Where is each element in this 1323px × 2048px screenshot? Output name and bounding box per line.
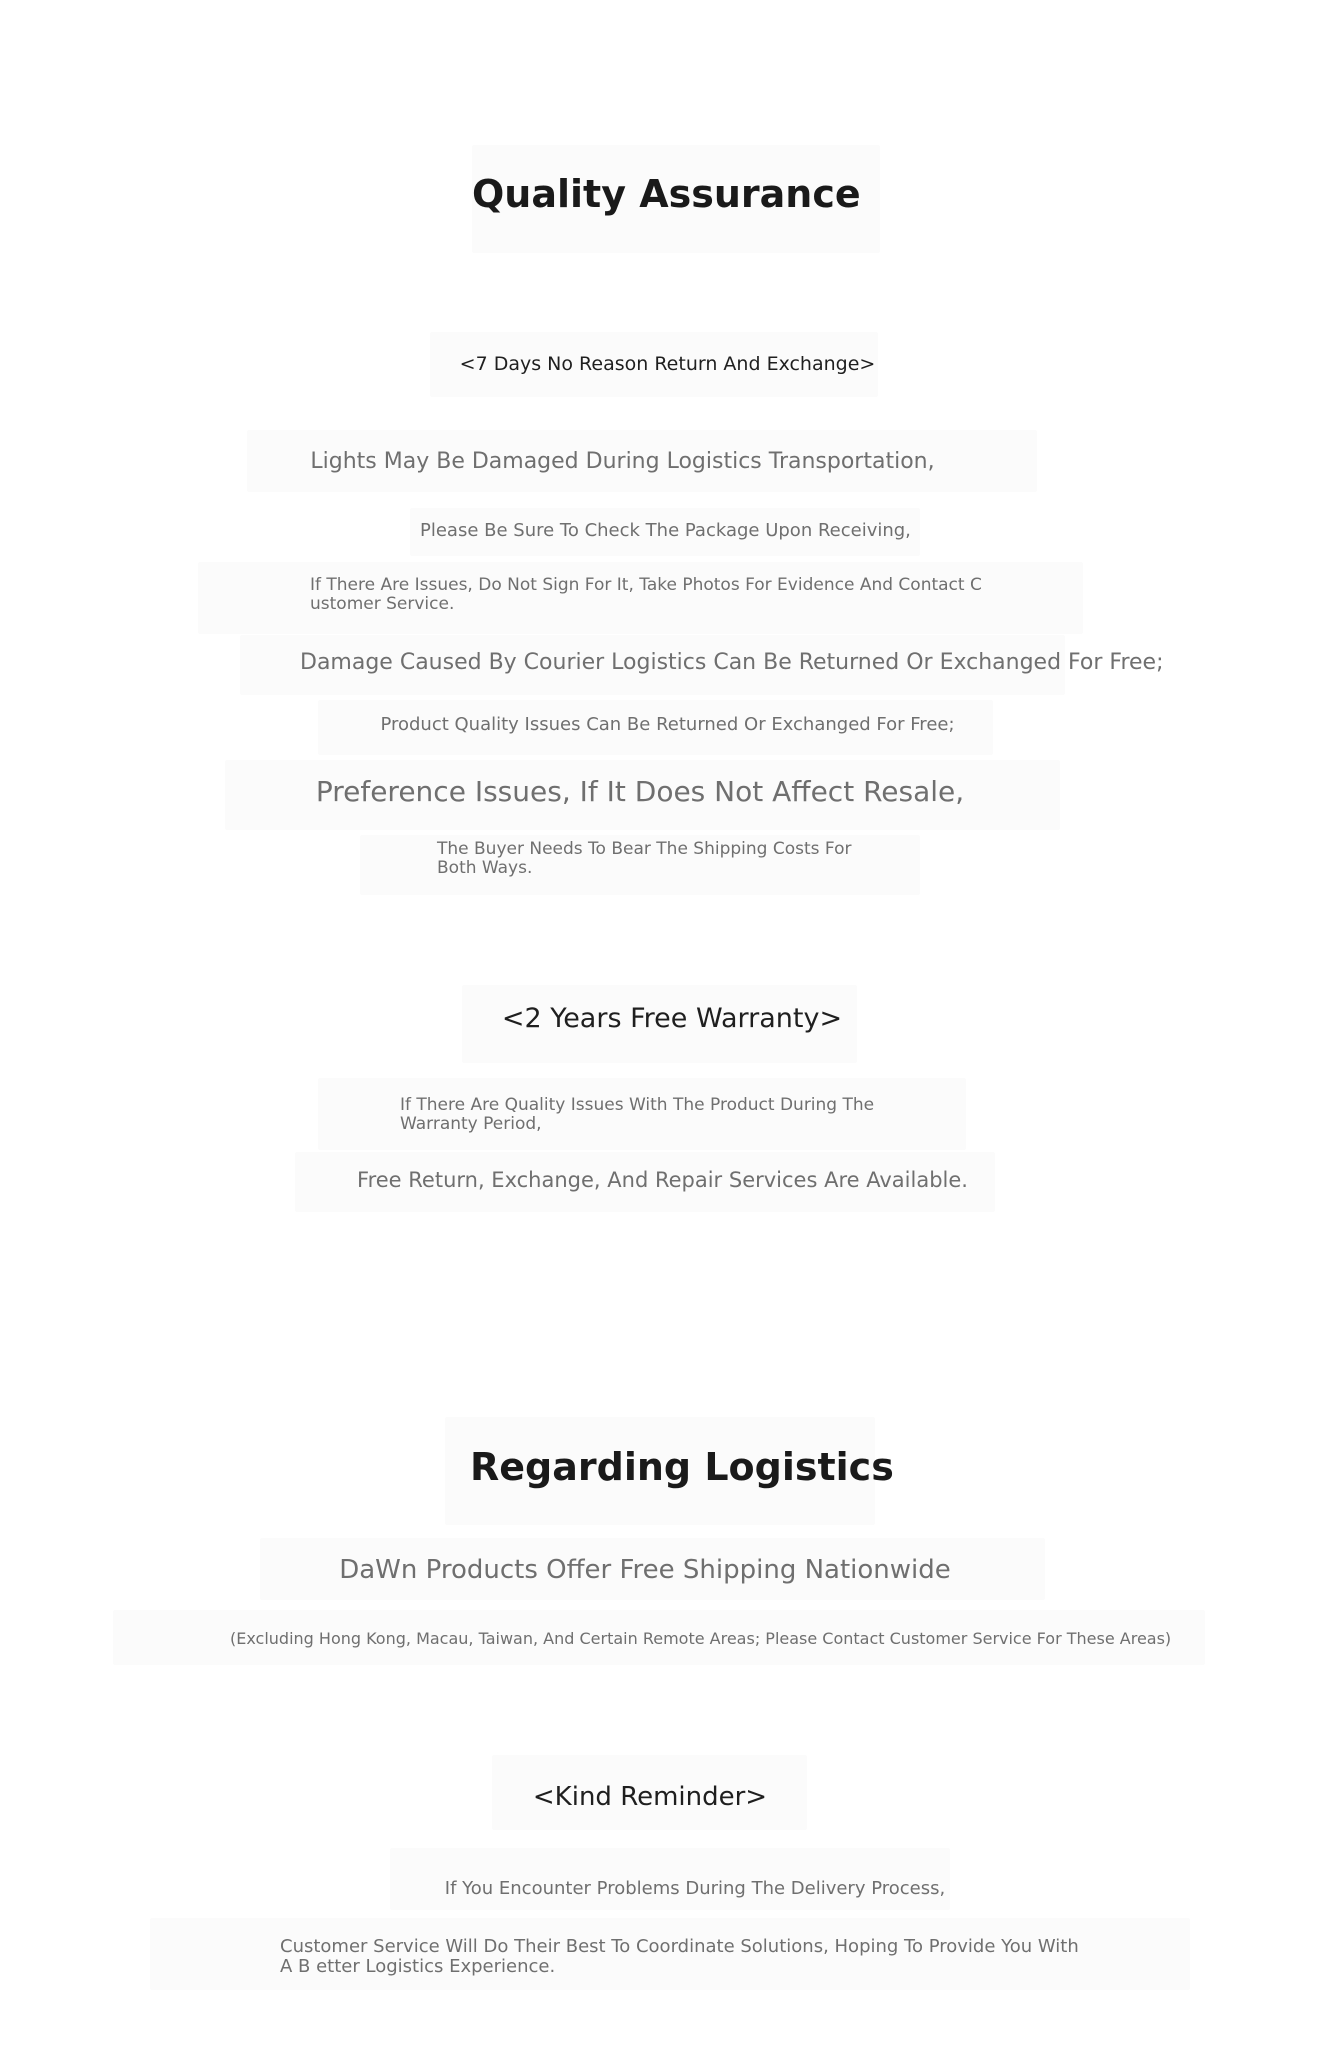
preference-issue-line: Preference Issues, If It Does Not Affect Resale, <box>315 775 965 808</box>
check-package-line: Please Be Sure To Check The Package Upon Receiving, <box>420 520 911 541</box>
coordinate-solutions-line: Customer Service Will Do Their Best To Coordinate Solutions, Hoping To Provide You With A B etter Logistics Experience. <box>280 1936 1079 1977</box>
section-title-logistics: Regarding Logistics <box>470 1445 894 1489</box>
return-policy-heading: <7 Days No Reason Return And Exchange> <box>459 353 876 375</box>
warranty-period-line: If There Are Quality Issues With The Product During The Warranty Period, <box>400 1095 875 1134</box>
quality-issue-line: Product Quality Issues Can Be Returned Or Exchanged For Free; <box>380 714 955 735</box>
excluded-areas-line: (Excluding Hong Kong, Macau, Taiwan, And Certain Remote Areas; Please Contact Customer Service For These Areas) <box>230 1629 1172 1648</box>
delivery-problem-line: If You Encounter Problems During The Delivery Process, <box>444 1878 946 1899</box>
warranty-service-line: Free Return, Exchange, And Repair Services Are Available. <box>357 1168 968 1192</box>
section-title-quality: Quality Assurance <box>472 172 861 216</box>
warranty-heading: <2 Years Free Warranty> <box>501 1003 843 1034</box>
free-shipping-line: DaWn Products Offer Free Shipping Nationwide <box>339 1555 951 1585</box>
courier-damage-line: Damage Caused By Courier Logistics Can Be Returned Or Exchanged For Free; <box>300 650 1164 675</box>
kind-reminder-heading: <Kind Reminder> <box>532 1782 768 1812</box>
contact-service-line: If There Are Issues, Do Not Sign For It, Take Photos For Evidence And Contact C ustomer Service. <box>310 575 982 614</box>
logistics-damage-line: Lights May Be Damaged During Logistics Transportation, <box>310 449 935 474</box>
shipping-cost-line: The Buyer Needs To Bear The Shipping Costs For Both Ways. <box>437 839 852 878</box>
